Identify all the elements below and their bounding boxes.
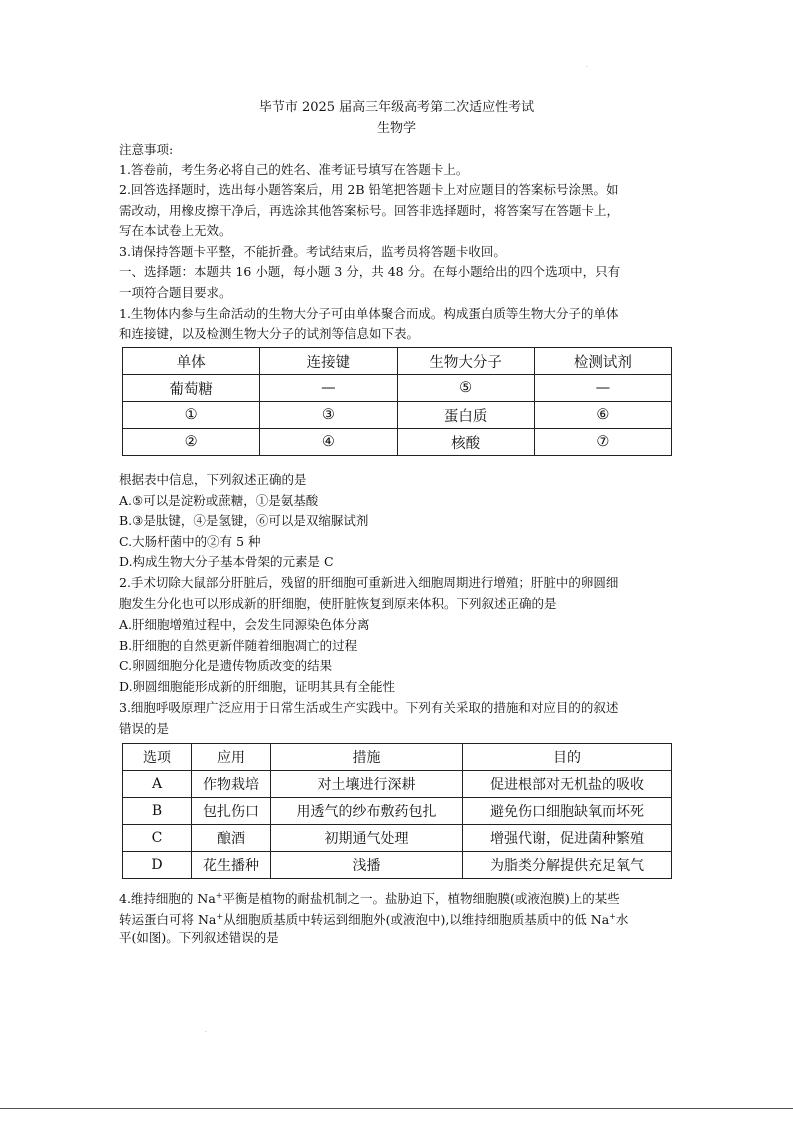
table-cell: 葡萄糖 [123, 375, 260, 402]
table-cell: 避免伤口细胞缺氧而坏死 [463, 798, 672, 825]
header-cell: 目的 [463, 744, 672, 771]
table-row [123, 825, 672, 852]
q4-stem-end: 平(如图)。下列叙述错误的是 [119, 930, 279, 945]
q2-option-c: C.卵圆细胞分化是遗传物质改变的结果 [119, 658, 333, 673]
table-cell: 促进根部对无机盐的吸收 [463, 771, 672, 798]
table-cell: 蛋白质 [397, 402, 534, 429]
q4-text: 转运蛋白可将 Na [119, 912, 217, 928]
section-heading-cont: 一项符合题目要求。 [119, 285, 232, 300]
q3-stem-cont: 错误的是 [119, 721, 170, 736]
table-cell: ④ [260, 429, 397, 456]
superscript: + [609, 912, 616, 921]
header-cell: 单体 [123, 348, 260, 375]
table-cell: 酿酒 [192, 825, 271, 852]
table-cell: ⑤ [397, 375, 534, 402]
table-cell: 为脂类分解提供充足氧气 [463, 852, 672, 879]
q4-stem [119, 886, 620, 909]
q4-text: 从细胞质基质中转运到细胞外(或液泡中),以维持细胞质基质中的低 Na [223, 912, 610, 928]
table-cell: D [123, 852, 192, 879]
header-cell: 应用 [192, 744, 271, 771]
table-row [123, 771, 672, 798]
q3-table [122, 743, 672, 879]
table-cell: ⑥ [534, 402, 671, 429]
table-row [123, 798, 672, 825]
note-line: 写在本试卷上无效。 [119, 223, 232, 238]
scan-speck: . [586, 62, 588, 69]
header-cell: 选项 [123, 744, 192, 771]
q3-stem: 3.细胞呼吸原理广泛应用于日常生活或生产实践中。下列有关采取的措施和对应目的的叙述 [119, 700, 619, 715]
table-cell: ② [123, 429, 260, 456]
q4-text: 4.维持细胞的 Na [119, 891, 216, 907]
q2-stem-cont: 胞发生分化也可以形成新的肝细胞，使肝脏恢复到原来体积。下列叙述正确的是 [119, 596, 557, 611]
table-cell: 作物栽培 [192, 771, 271, 798]
q4-stem-cont [119, 907, 628, 930]
table-cell: 包扎伤口 [192, 798, 271, 825]
table-cell: C [123, 825, 192, 852]
q1-option-d: D.构成生物大分子基本骨架的元素是 C [119, 554, 334, 569]
q1-prompt: 根据表中信息，下列叙述正确的是 [119, 472, 307, 487]
table-cell: ① [123, 402, 260, 429]
table-cell: A [123, 771, 192, 798]
table-cell: 浅播 [271, 852, 463, 879]
superscript: + [216, 912, 224, 921]
q4-text: 平衡是植物的耐盐机制之一。盐胁迫下，植物细胞膜(或液泡膜)上的某些 [222, 891, 620, 907]
q1-stem: 1.生物体内参与生命活动的生物大分子可由单体聚合而成。构成蛋白质等生物大分子的单体 [119, 306, 619, 321]
scan-speck: . [205, 1027, 207, 1034]
note-line: 3.请保持答题卡平整，不能折叠。考试结束后，监考员将答题卡收回。 [119, 244, 506, 259]
q1-option-a: A.⑤可以是淀粉或蔗糖，①是氨基酸 [119, 493, 319, 508]
table-cell: B [123, 798, 192, 825]
table-cell: 用透气的纱布敷药包扎 [271, 798, 463, 825]
page-bottom-rule [0, 1108, 793, 1109]
q2-option-a: A.肝细胞增殖过程中，会发生同源染色体分离 [119, 617, 370, 632]
table-cell: — [534, 375, 671, 402]
table-header-row [123, 744, 672, 771]
q2-stem: 2.手术切除大鼠部分肝脏后，残留的肝细胞可重新进入细胞周期进行增殖；肝脏中的卵圆细 [119, 575, 619, 590]
table-cell: 花生播种 [192, 852, 271, 879]
table-row [123, 402, 672, 429]
table-cell: 核酸 [397, 429, 534, 456]
note-line: 需改动，用橡皮擦干净后，再选涂其他答案标号。回答非选择题时，将答案写在答题卡上， [119, 203, 620, 218]
q4-text: 水 [615, 912, 629, 928]
header-cell: 连接键 [260, 348, 397, 375]
note-line: 2.回答选择题时，选出每小题答案后，用 2B 铅笔把答题卡上对应题目的答案标号涂黑。如 [119, 182, 619, 197]
table-cell: 初期通气处理 [271, 825, 463, 852]
note-line: 1.答卷前，考生务必将自己的姓名、准考证号填写在答题卡上。 [119, 162, 469, 177]
exam-subject: 生物学 [376, 121, 416, 136]
header-cell: 检测试剂 [534, 348, 671, 375]
superscript: + [215, 891, 223, 900]
table-row [123, 429, 672, 456]
q1-option-c: C.大肠杆菌中的②有 5 种 [119, 534, 261, 549]
table-header-row [123, 348, 672, 375]
section-heading: 一、选择题：本题共 16 小题，每小题 3 分，共 48 分。在每小题给出的四个选项中，只有 [119, 264, 621, 279]
exam-title: 毕节市 2025 届高三年级高考第二次适应性考试 [258, 100, 535, 115]
q1-stem-cont: 和连接键，以及检测生物大分子的试剂等信息如下表。 [119, 326, 420, 341]
header-cell: 措施 [271, 744, 463, 771]
q2-option-b: B.肝细胞的自然更新伴随着细胞凋亡的过程 [119, 638, 358, 653]
table-row [123, 375, 672, 402]
table-cell: ③ [260, 402, 397, 429]
notes-heading: 注意事项: [119, 142, 174, 157]
table-row [123, 852, 672, 879]
q1-option-b: B.③是肽键，④是氢键，⑥可以是双缩脲试剂 [119, 513, 369, 528]
table-cell: 对土壤进行深耕 [271, 771, 463, 798]
header-cell: 生物大分子 [397, 348, 534, 375]
q1-table [122, 347, 672, 456]
table-cell: ⑦ [534, 429, 671, 456]
q2-option-d: D.卵圆细胞能形成新的肝细胞，证明其具有全能性 [119, 679, 396, 694]
table-cell: — [260, 375, 397, 402]
table-cell: 增强代谢，促进菌种繁殖 [463, 825, 672, 852]
